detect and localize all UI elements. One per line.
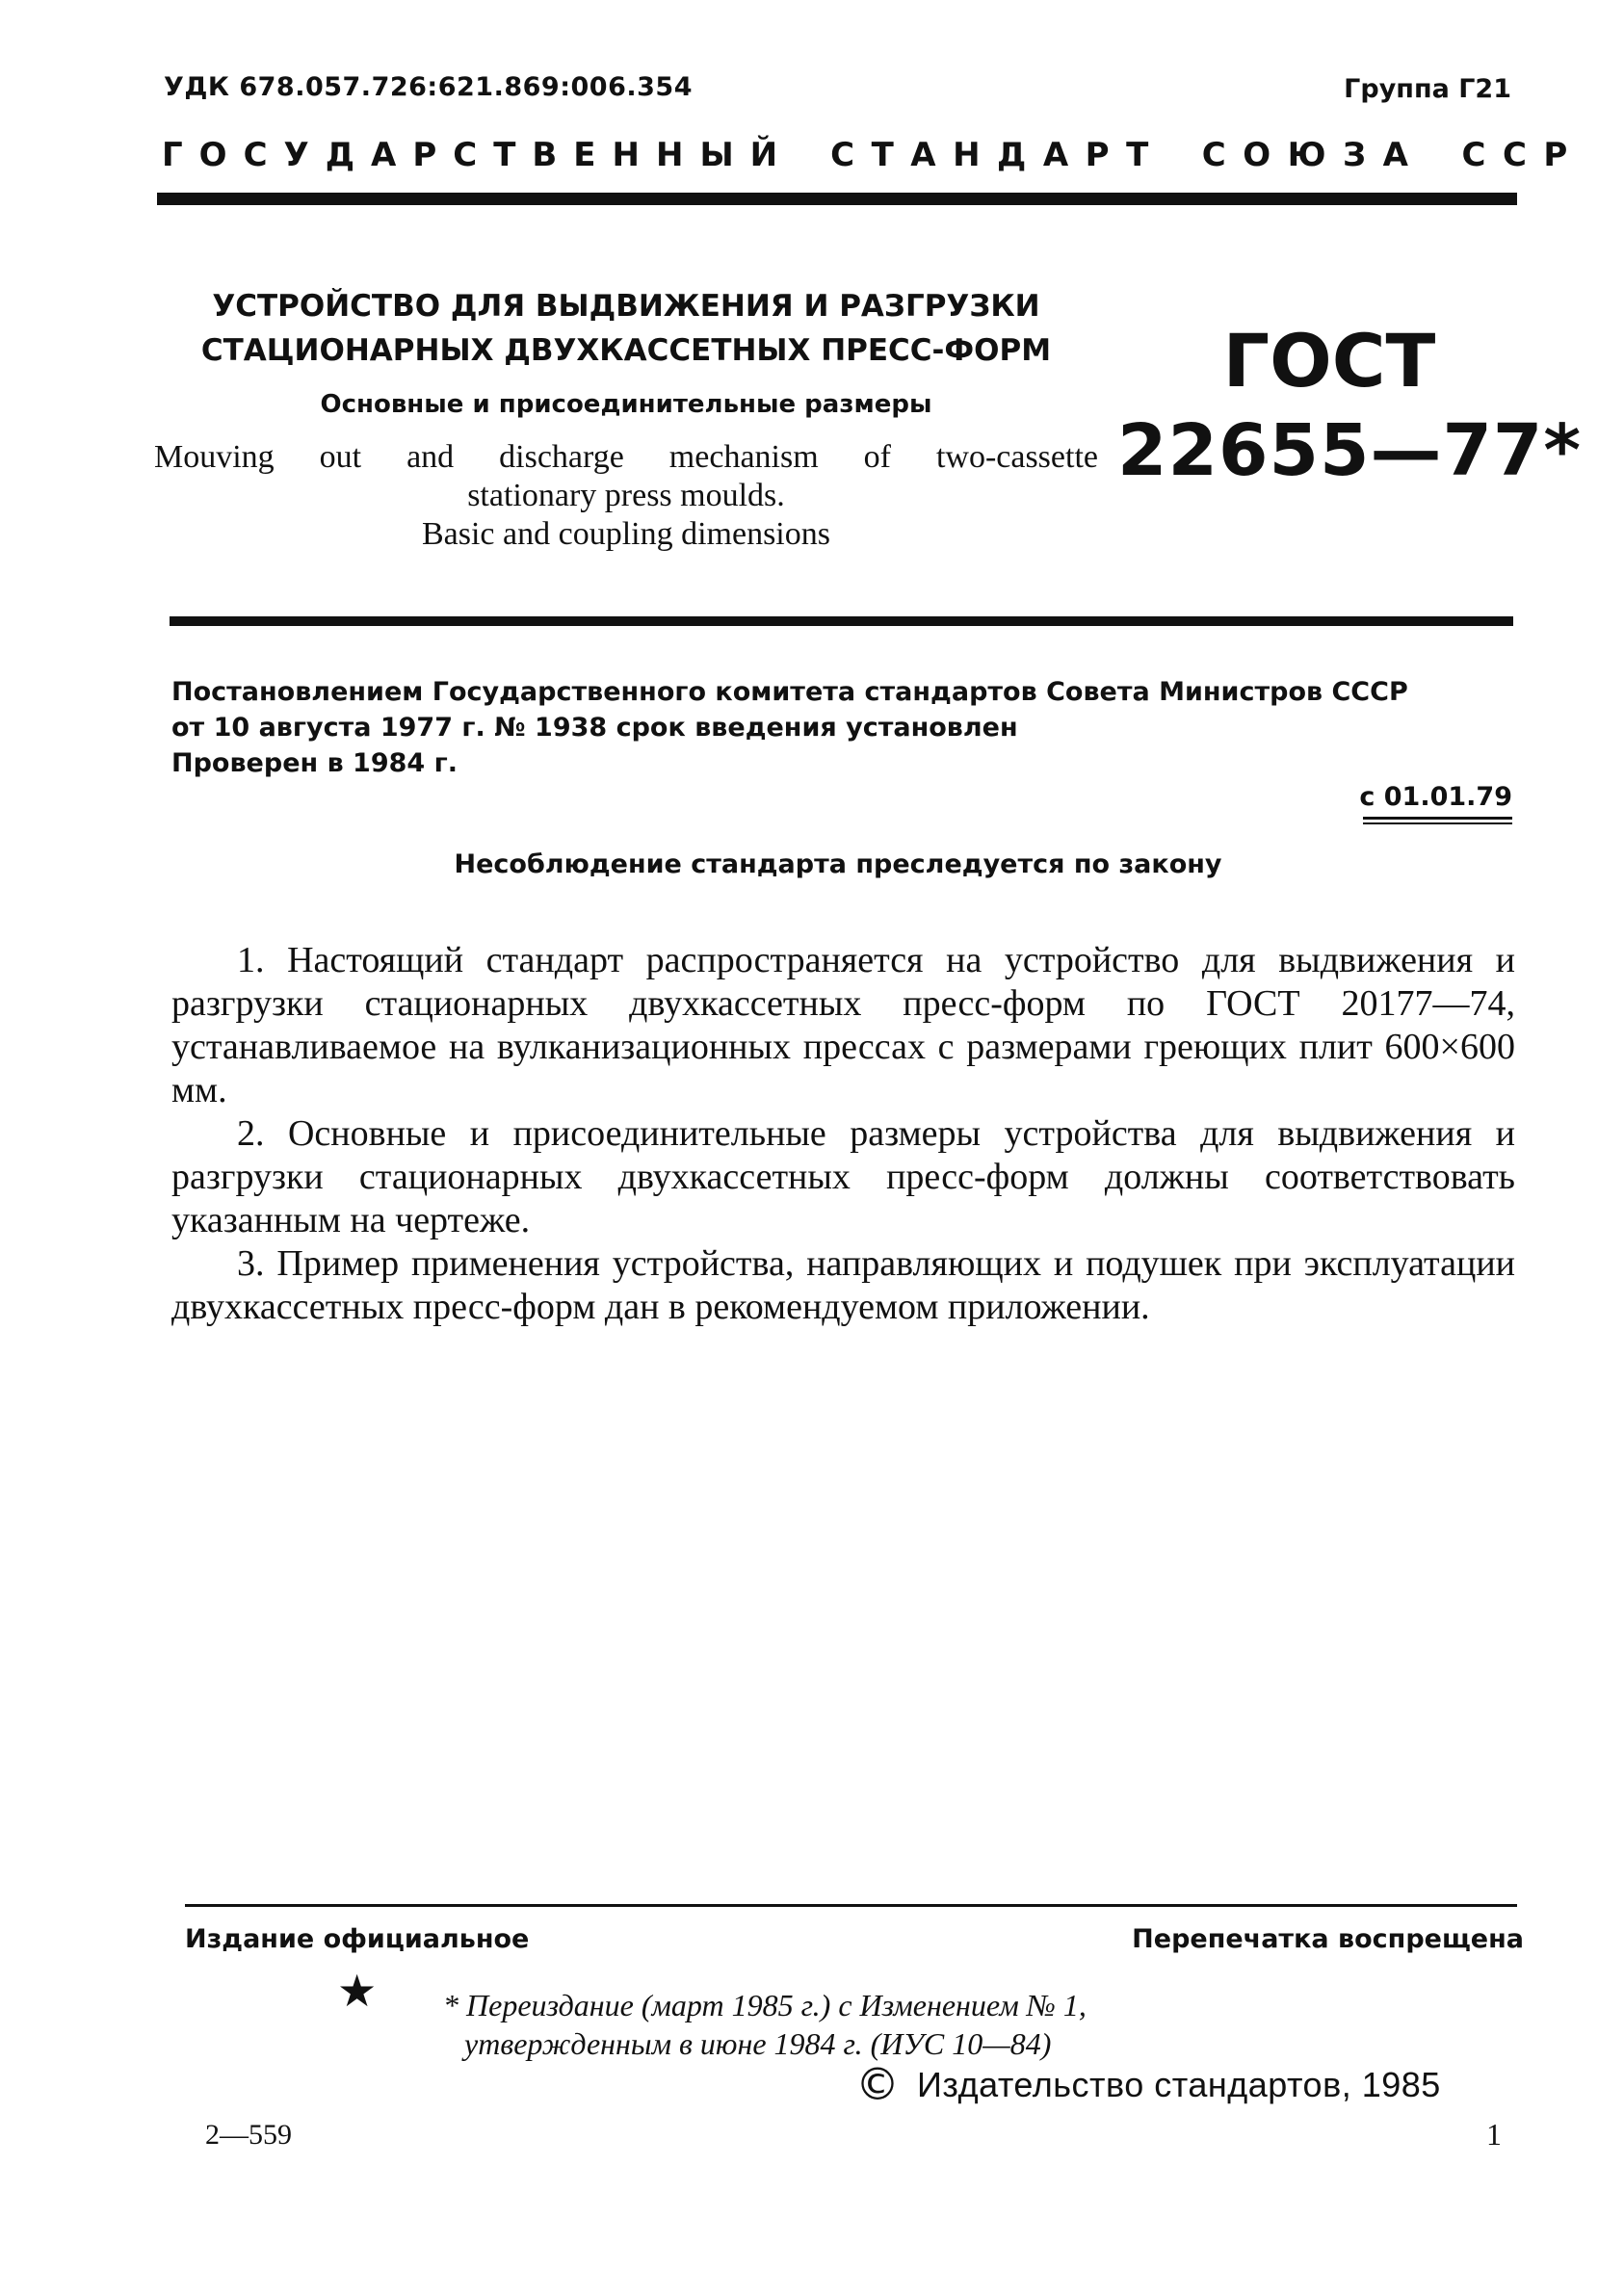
title-ru-line-2: СТАЦИОНАРНЫХ ДВУХКАССЕТНЫХ ПРЕСС-ФОРМ [200, 333, 1052, 368]
sheet-code: 2—559 [205, 2119, 292, 2151]
decree-line-2: от 10 августа 1977 г. № 1938 срок введения установлен [171, 713, 1018, 743]
footer-rule [185, 1904, 1517, 1907]
decree-line-1: Постановлением Государственного комитета стандартов Совета Министров СССР [171, 677, 1408, 707]
middle-rule [170, 616, 1513, 626]
page-number: 1 [1486, 2117, 1502, 2152]
star-icon: ★ [337, 1965, 378, 2017]
title-en-line-1: Mouving out and discharge mechanism of two-cassette [154, 439, 1098, 475]
introduction-date: с 01.01.79 [1359, 782, 1512, 812]
intro-date-underline [1363, 817, 1512, 820]
gost-label: ГОСТ [1222, 318, 1436, 404]
publisher-line: Издательство стандартов, 1985 [917, 2065, 1441, 2104]
paragraph-2: 2. Основные и присоединительные размеры устройства для выдвижения и разгрузки стационарных двухкассетных пресс-форм должны соответствовать указанным на чертеже. [171, 1113, 1515, 1240]
decree-block [171, 674, 1520, 781]
udk-code: УДК 678.057.726:621.869:006.354 [164, 72, 693, 102]
reissue-note [443, 1986, 1310, 2063]
intro-date-underline-2 [1363, 822, 1512, 824]
reissue-line-2: утвержденным в июне 1984 г. (ИУС 10—84) [464, 2026, 1052, 2061]
top-rule [157, 193, 1517, 205]
body-text [171, 939, 1515, 1329]
title-en-line-2: stationary press moulds. [467, 478, 785, 513]
title-ru-line-1: УСТРОЙСТВО ДЛЯ ВЫДВИЖЕНИЯ И РАЗГРУЗКИ [212, 289, 1040, 324]
decree-line-3: Проверен в 1984 г. [171, 748, 458, 778]
paragraph-3: 3. Пример применения устройства, направляющих и подушек при эксплуатации двухкассетных пресс-форм дан в рекомендуемом приложении. [171, 1243, 1515, 1327]
reissue-line-1: * Переиздание (март 1985 г.) с Изменением № 1, [443, 1988, 1087, 2022]
gost-number: 22655—77* [1117, 409, 1583, 492]
subtitle-russian: Основные и присоединительные размеры [320, 390, 932, 419]
legal-warning: Несоблюдение стандарта преследуется по закону [454, 849, 1222, 879]
banner-word-2: СТАНДАРТ [830, 136, 1166, 174]
title-russian [154, 284, 1098, 373]
banner-word-4: ССР [1461, 136, 1585, 174]
group-code: Группа Г21 [1344, 74, 1511, 104]
official-edition-label: Издание официальное [185, 1924, 530, 1954]
state-standard-banner [162, 136, 1585, 174]
banner-word-3: СОЮЗА [1201, 136, 1426, 174]
title-english [154, 438, 1098, 554]
banner-word-1: ГОСУДАРСТВЕННЫЙ [162, 136, 795, 174]
copyright-icon: © [855, 2058, 900, 2110]
title-en-line-3: Basic and coupling dimensions [421, 516, 830, 552]
reprint-forbidden-label: Перепечатка воспрещена [1132, 1924, 1524, 1954]
paragraph-1: 1. Настоящий стандарт распространяется на устройство для выдвижения и разгрузки стационарных двухкассетных пресс-форм по ГОСТ 20177—74, устанавливаемое на вулканизационных прессах с размерами греющих плит 600×600 мм. [171, 940, 1515, 1110]
